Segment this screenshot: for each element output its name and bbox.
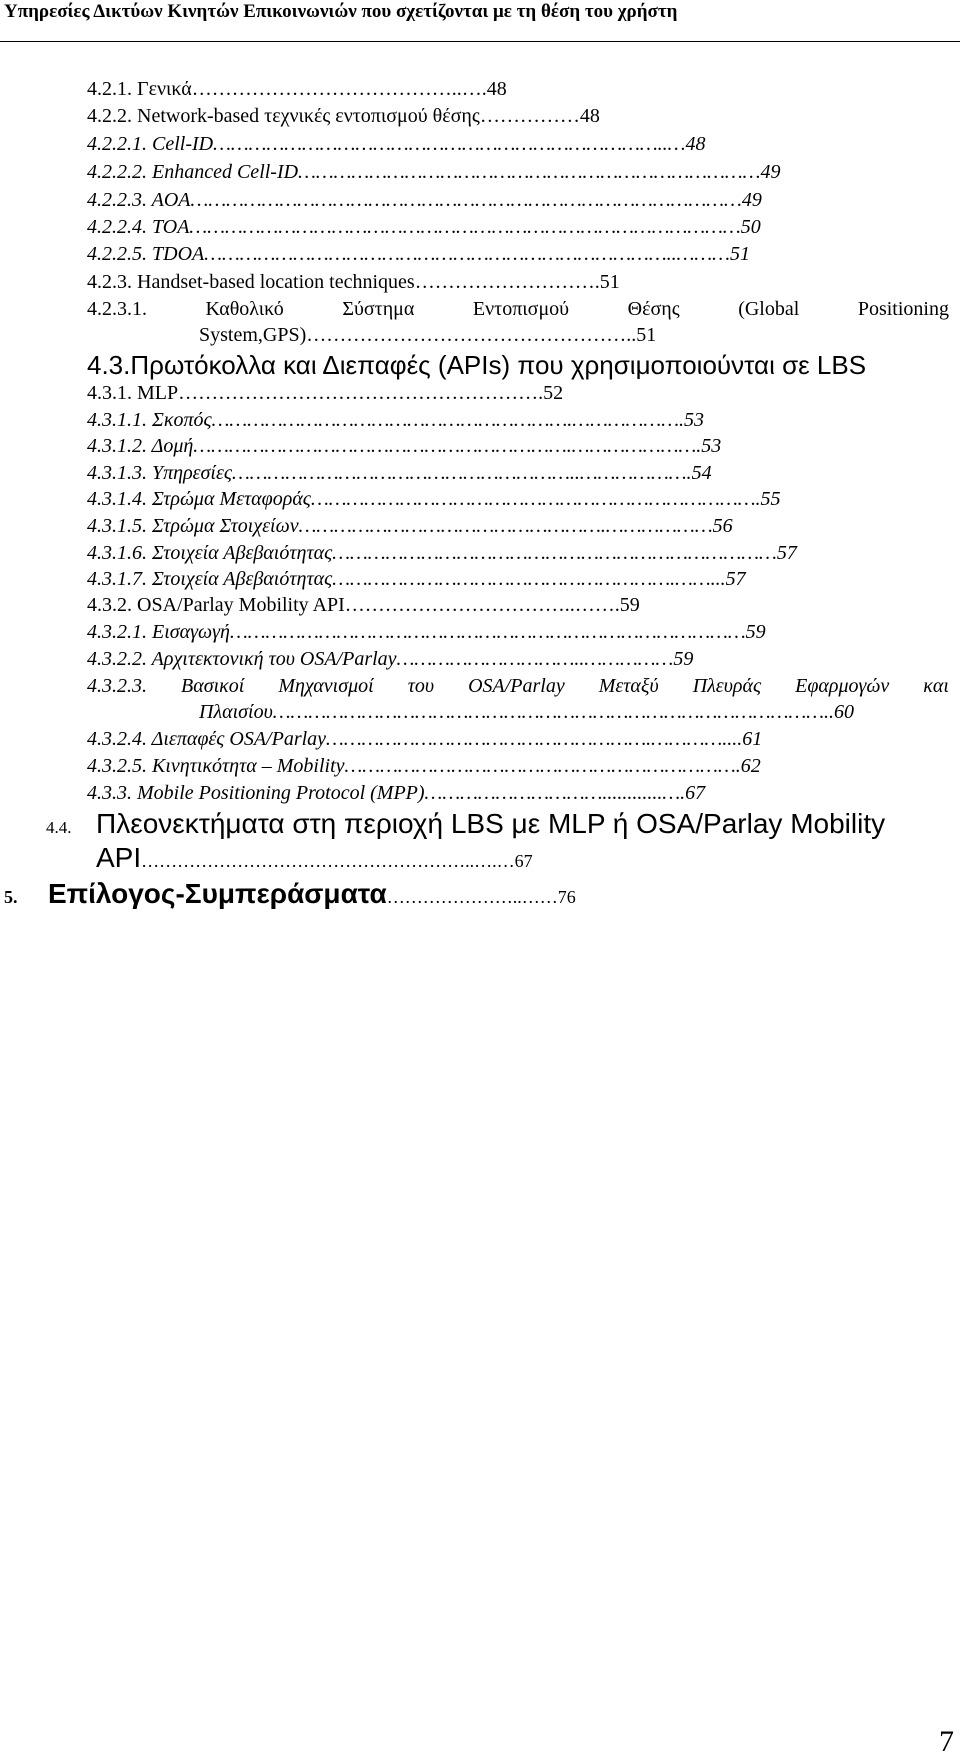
toc-leader: ………………………………………………………………… (332, 542, 777, 564)
toc-number: 4.3.1.2. (87, 435, 147, 457)
toc-title: Στοιχεία Αβεβαιότητας (152, 542, 333, 564)
toc-entry[interactable] (87, 514, 921, 538)
toc-title: Στοιχεία Αβεβαιότητας (152, 568, 333, 590)
toc-leader: …………………………………………………………………… (298, 161, 761, 183)
toc-number: 4.3.1.6. (87, 542, 147, 564)
toc-leader: ……………………………………………….………….... (326, 728, 743, 750)
toc-title: Κινητικότητα – Mobility (152, 755, 345, 777)
toc-number: 4.3.1.7. (87, 568, 147, 590)
toc-entry[interactable] (87, 727, 921, 751)
toc-title-word: του (407, 675, 435, 697)
toc-leader: ……………………………………………………….…………………. (193, 435, 702, 457)
toc-title: Πλεονεκτήματα στη περιοχή LBS με MLP ή OSA/Parlay Mobility (96, 808, 886, 839)
toc-entry[interactable] (87, 242, 921, 266)
toc-number: 5. (4, 887, 18, 907)
toc-page: 76 (557, 887, 576, 907)
toc-page: 53 (684, 409, 704, 431)
toc-entry[interactable] (87, 593, 921, 617)
toc-entry[interactable] (87, 160, 921, 184)
toc-title: Πρωτόκολλα και Διεπαφές (APIs) που χρησιμοποιούνται σε LBS (130, 350, 867, 380)
toc-section-heading[interactable] (46, 806, 956, 847)
toc-leader: …………………………………………………………. (344, 755, 741, 777)
toc-title: API (96, 842, 142, 873)
toc-entry[interactable] (87, 381, 921, 405)
toc-entry-continuation[interactable] (96, 842, 921, 879)
toc-leader: ………………………………………………………………………………… (189, 216, 741, 238)
toc-title-word: Εφαρμογών (795, 675, 890, 697)
toc-title: Δομή (151, 435, 194, 457)
running-header: Υπηρεσίες Δικτύων Κινητών Επικοινωνιών που σχετίζονται με τη θέση του χρήστη (4, 1, 678, 22)
toc-page: 56 (712, 515, 733, 537)
toc-number: 4.3.1. (87, 382, 132, 404)
toc-leader: …………………………............…. (424, 782, 686, 804)
toc-leader: ………………………………………………………………………………….. (272, 701, 835, 723)
header-rule (0, 41, 960, 42)
toc-title-word: και (923, 675, 949, 697)
toc-title-word: Εντοπισμού (472, 298, 570, 320)
toc-entry[interactable] (87, 297, 949, 321)
toc-number: 4.3.2.5. (87, 755, 147, 777)
toc-page: 49 (741, 189, 762, 211)
toc-page: 59 (745, 621, 766, 643)
toc-page: 67 (685, 782, 706, 804)
toc-title: Επίλογος-Συμπεράσματα (48, 878, 387, 909)
toc-leader: ………………………………………………………………………………… (190, 189, 742, 211)
toc-leader: ………………………………………………. (178, 382, 544, 404)
toc-title-word: OSA/Parlay (468, 675, 565, 697)
toc-leader: …………………………..…………… (396, 648, 674, 670)
toc-entry[interactable] (87, 461, 921, 485)
toc-leader: …………………………………………………………………..… (213, 133, 686, 155)
toc-page: 61 (742, 728, 763, 750)
toc-title: Αρχιτεκτονική του OSA/Parlay (151, 648, 397, 670)
toc-title: TOA (152, 216, 190, 238)
toc-title-word: Positioning (857, 298, 949, 320)
toc-entry[interactable] (87, 754, 921, 778)
toc-title: Mobile Positioning Protocol (MPP) (137, 782, 425, 804)
toc-title: System,GPS) (199, 324, 307, 346)
toc-page: 52 (543, 382, 564, 404)
toc-number: 4.2.2.2. (87, 161, 147, 183)
toc-leader: ………………………………………….. (306, 324, 637, 346)
toc-title: Στρώμα Μεταφοράς (152, 488, 311, 510)
toc-title-word: Θέσης (627, 298, 680, 320)
toc-number: 4.2.2.3. (87, 189, 147, 211)
toc-page: 48 (579, 105, 600, 127)
toc-leader: …………………………………………………….………………. (211, 409, 684, 431)
toc-leader: ………………………. (414, 271, 600, 293)
toc-title: Στρώμα Στοιχείων (152, 515, 299, 537)
toc-page: 49 (760, 161, 781, 183)
toc-number: 4.3.1.4. (87, 488, 147, 510)
toc-page: 59 (619, 594, 640, 616)
toc-number: 4.3.2. (87, 594, 132, 616)
toc-page: 50 (740, 216, 761, 238)
toc-leader: …………………………………………………………………. (310, 488, 761, 510)
page-number: 7 (939, 1725, 954, 1758)
toc-number: 4.3.1.1. (87, 409, 147, 431)
toc-entry[interactable] (87, 434, 921, 458)
toc-page: 60 (834, 701, 855, 723)
toc-number: 4.3.2.1. (87, 621, 147, 643)
toc-title: Σκοπός (152, 409, 212, 431)
toc-page: 51 (636, 324, 657, 346)
toc-title: Γενικά (137, 78, 192, 100)
toc-title: Cell-ID (152, 133, 214, 155)
toc-title: Enhanced Cell-ID (152, 161, 299, 183)
toc-page: 51 (599, 271, 620, 293)
toc-title-word: Καθολικό (205, 298, 284, 320)
toc-entry[interactable] (87, 104, 921, 128)
toc-page: 53 (701, 435, 722, 457)
toc-leader: ……………………………………………………………………..……… (204, 243, 730, 265)
toc-number: 4.4. (46, 818, 72, 837)
toc-page: 57 (776, 542, 797, 564)
toc-leader: …………………………………………………..………………. (231, 462, 692, 484)
toc-leader: ……………………………..……. (344, 594, 620, 616)
toc-number: 4.2.2.4. (87, 216, 147, 238)
toc-title-word: (Global (738, 298, 800, 320)
toc-number: 4.3.3. (87, 782, 132, 804)
toc-entry[interactable] (87, 567, 921, 591)
toc-entry-continuation[interactable] (199, 323, 921, 347)
toc-entry[interactable] (87, 270, 921, 294)
toc-entry[interactable] (87, 487, 921, 511)
toc-title: Handset-based location techniques (137, 271, 415, 293)
toc-number: 4.2.3. (87, 271, 132, 293)
toc-number: 4.3. (87, 350, 131, 380)
toc-entry[interactable] (87, 188, 921, 212)
toc-title: MLP (137, 382, 179, 404)
toc-title: Πλαισίου (199, 701, 273, 723)
toc-leader: ………………………………………………..….… (141, 851, 515, 871)
toc-page: 55 (760, 488, 781, 510)
toc-entry[interactable] (87, 77, 921, 101)
toc-title: Network-based τεχνικές εντοπισμού θέσης (137, 105, 480, 127)
toc-entry[interactable] (87, 215, 921, 239)
toc-title: Υπηρεσίες (152, 462, 232, 484)
toc-title: AOA (151, 189, 191, 211)
toc-page: 48 (486, 78, 507, 100)
toc-number: 4.2.2. (87, 105, 132, 127)
toc-number: 4.3.1.3. (87, 462, 147, 484)
toc-chapter-heading[interactable] (4, 876, 921, 917)
toc-entry-continuation[interactable] (199, 700, 921, 724)
toc-leader: …………………………………..…. (191, 78, 487, 100)
toc-page: 59 (673, 648, 694, 670)
toc-leader: …………………………………………………………………………… (229, 621, 746, 643)
toc-title: OSA/Parlay Mobility API (137, 594, 345, 616)
toc-entry[interactable] (87, 541, 921, 565)
toc-page: 51 (729, 243, 750, 265)
toc-entry[interactable] (87, 647, 921, 671)
toc-title: Διεπαφές OSA/Parlay (151, 728, 327, 750)
toc-number: 4.2.2.5. (87, 243, 147, 265)
toc-page: 54 (691, 462, 712, 484)
toc-number: 4.3.1.5. (87, 515, 147, 537)
toc-title: Εισαγωγή (152, 621, 230, 643)
toc-page: 57 (725, 568, 746, 590)
toc-entry[interactable] (87, 132, 921, 156)
toc-leader: …………………………………………….……………… (298, 515, 713, 537)
toc-number: 4.3.2.4. (87, 728, 147, 750)
toc-title-word: Μεταξύ (598, 675, 659, 697)
toc-number: 4.2.3.1. (87, 298, 147, 320)
toc-leader: ………………………………………………….……... (332, 568, 726, 590)
toc-page: 48 (685, 133, 706, 155)
toc-title-word: Βασικοί (181, 675, 245, 697)
toc-title-word: Μηχανισμοί (278, 675, 374, 697)
toc-entry[interactable] (87, 620, 921, 644)
toc-leader: …………… (479, 105, 580, 127)
toc-page: 62 (740, 755, 761, 777)
toc-number: 4.3.2.2. (87, 648, 147, 670)
toc-title: TDOA (152, 243, 205, 265)
toc-leader: …………………..…… (386, 887, 558, 907)
toc-title-word: Σύστημα (342, 298, 415, 320)
toc-entry[interactable] (87, 781, 921, 805)
toc-section-heading[interactable] (87, 349, 949, 381)
toc-entry[interactable] (87, 408, 921, 432)
toc-page: 67 (514, 851, 533, 871)
toc-entry[interactable] (87, 674, 949, 698)
toc-number: 4.3.2.3. (87, 675, 147, 697)
toc-title-word: Πλευράς (692, 675, 762, 697)
toc-number: 4.2.2.1. (87, 133, 147, 155)
toc-number: 4.2.1. (87, 78, 132, 100)
